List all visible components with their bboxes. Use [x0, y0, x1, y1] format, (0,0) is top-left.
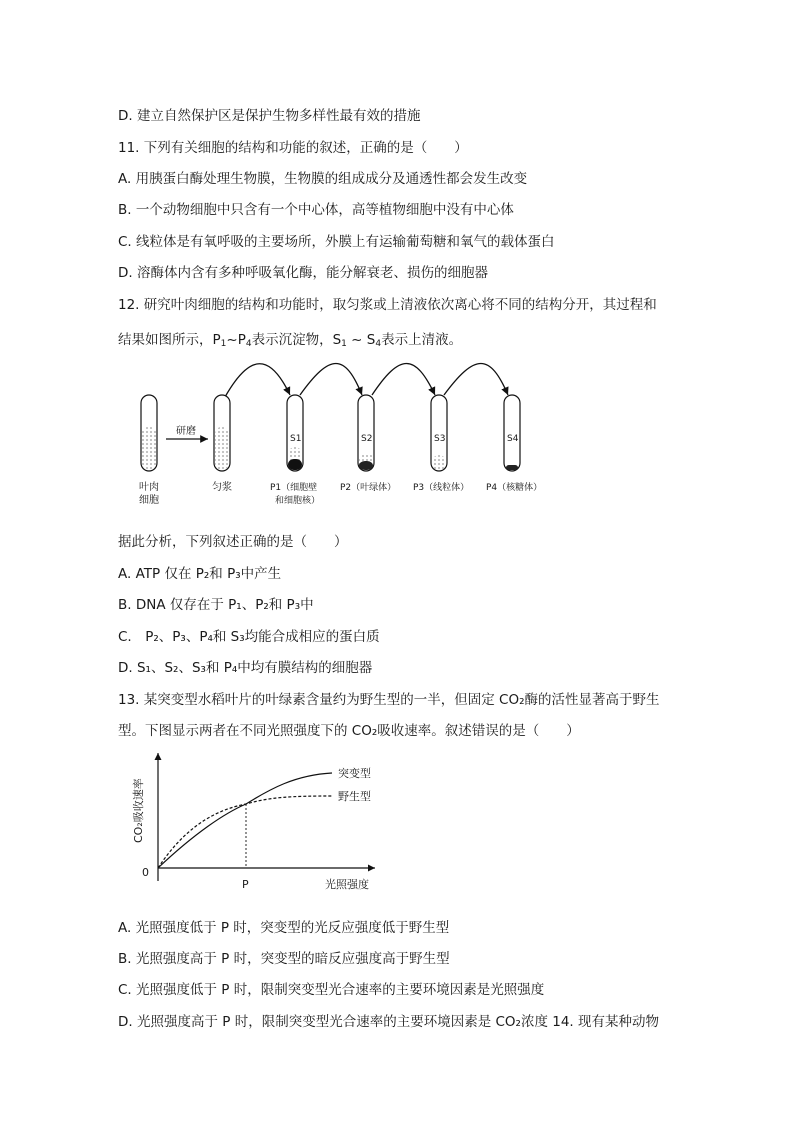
q13-option-c: C. 光照强度低于 P 时，限制突变型光合速率的主要环境因素是光照强度 [118, 982, 545, 998]
q11-option-c: C. 线粒体是有氧呼吸的主要场所，外膜上有运输葡萄糖和氧气的载体蛋白 [118, 234, 555, 250]
q12-option-c: C. P₂、P₃、P₄和 S₃均能合成相应的蛋白质 [118, 629, 380, 645]
q12-sub: 1 [341, 339, 347, 349]
x-tick-p: P [242, 878, 249, 891]
q12-stem-text: 表示沉淀物，S [251, 332, 342, 348]
tube-s4 [504, 395, 520, 471]
p2-label: P2（叶绿体） [340, 483, 397, 493]
grind-label: 研磨 [176, 426, 196, 437]
tube-s2 [358, 395, 374, 471]
s4-label: S4 [507, 434, 519, 444]
q12-stem-text: ~ S [346, 332, 376, 348]
s3-label: S3 [434, 434, 446, 444]
p4-label: P4（核糖体） [486, 483, 543, 493]
tube-s1 [287, 395, 303, 471]
s2-label: S2 [361, 434, 373, 444]
series-wild [158, 796, 332, 868]
tube-s3 [431, 395, 447, 471]
q11-option-b: B. 一个动物细胞中只含有一个中心体，高等植物细胞中没有中心体 [118, 202, 514, 218]
q13-option-d: D. 光照强度高于 P 时，限制突变型光合速率的主要环境因素是 CO₂浓度 14. 现有某种动物 [118, 1014, 660, 1030]
q12-option-b: B. DNA 仅存在于 P₁、P₂和 P₃中 [118, 597, 314, 613]
legend-wild: 野生型 [338, 790, 371, 803]
transfer-arrow [225, 364, 290, 397]
q13-stem-line1: 13. 某突变型水稻叶片的叶绿素含量约为野生型的一半，但固定 CO₂酶的活性显著高于野生 [118, 692, 660, 708]
q12-stem-line1: 12. 研究叶肉细胞的结构和功能时，取匀浆或上清液依次离心将不同的结构分开，其过程和 [118, 297, 657, 313]
q12-stem-text: ~P [226, 332, 246, 348]
q12-sub: 4 [245, 339, 252, 349]
q11-stem: 11. 下列有关细胞的结构和功能的叙述，正确的是（ ） [118, 140, 468, 156]
q11-option-a: A. 用胰蛋白酶处理生物膜，生物膜的组成成分及通透性都会发生改变 [118, 171, 528, 187]
p1-label-line2: 和细胞核） [275, 496, 321, 506]
transfer-arrow [372, 364, 435, 396]
y-axis-label: CO₂吸收速率 [132, 778, 145, 843]
q12-stem-text: 结果如图所示，P [118, 332, 221, 348]
q13-option-a: A. 光照强度低于 P 时，突变型的光反应强度低于野生型 [118, 920, 450, 936]
q12-stem-line2 [118, 328, 462, 349]
x-axis-label: 光照强度 [325, 878, 369, 891]
centrifugation-diagram [130, 355, 550, 515]
q12-stem-text: 表示上清液。 [381, 332, 463, 348]
transfer-arrow [444, 364, 508, 396]
leaf-cell-tube [141, 395, 157, 471]
transfer-arrow [300, 364, 362, 396]
p3-label: P3（线粒体） [413, 483, 470, 493]
homogenate-tube [214, 395, 230, 471]
q13-stem-line2: 型。下图显示两者在不同光照强度下的 CO₂吸收速率。叙述错误的是（ ） [118, 723, 580, 739]
q11-option-d: D. 溶酶体内含有多种呼吸氧化酶，能分解衰老、损伤的细胞器 [118, 265, 488, 281]
q13-option-b: B. 光照强度高于 P 时，突变型的暗反应强度高于野生型 [118, 951, 450, 967]
s1-label: S1 [290, 434, 302, 444]
legend-mutant: 突变型 [338, 767, 371, 780]
series-mutant [158, 773, 332, 868]
q12-question: 据此分析，下列叙述正确的是（ ） [118, 534, 348, 550]
q12-sub: 4 [375, 339, 382, 349]
leaf-label-1: 叶肉 [139, 482, 159, 493]
homogenate-label: 匀浆 [212, 482, 232, 493]
origin-label: 0 [142, 866, 149, 879]
q12-option-d: D. S₁、S₂、S₃和 P₄中均有膜结构的细胞器 [118, 660, 373, 676]
leaf-label-2: 细胞 [139, 495, 159, 506]
q12-sub: 1 [220, 339, 227, 349]
co2-absorption-chart [120, 745, 390, 895]
q12-option-a: A. ATP 仅在 P₂和 P₃中产生 [118, 566, 282, 582]
q10-option-d: D. 建立自然保护区是保护生物多样性最有效的措施 [118, 108, 421, 124]
p1-label: P1（细胞壁 [270, 483, 318, 493]
